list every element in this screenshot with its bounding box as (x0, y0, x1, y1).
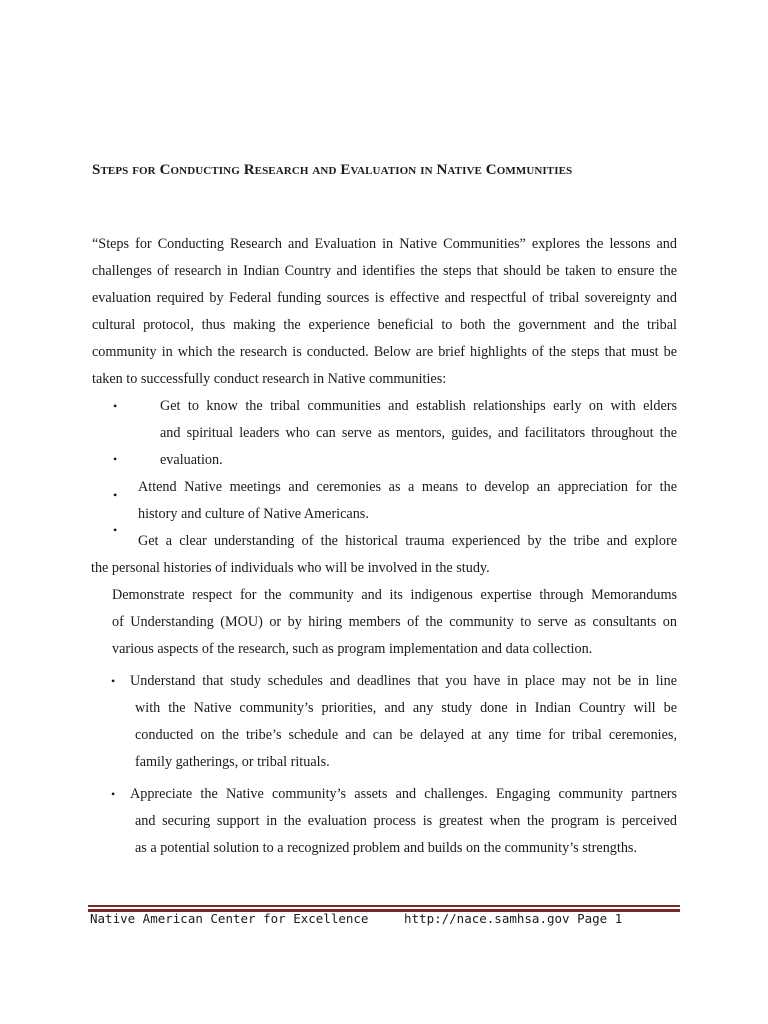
bullet-glyph: • (113, 488, 118, 502)
bullet-glyph: • (113, 523, 118, 537)
list-item (135, 695, 677, 776)
list-item (130, 668, 677, 695)
bullet-glyph: • (111, 787, 116, 801)
page-title: Steps for Conducting Research and Evaluation in Native Communities (92, 162, 573, 178)
list-item-line: evaluation. (160, 452, 223, 468)
list-item (160, 393, 677, 474)
list-item-line: Demonstrate respect for the community and its indigenous expertise through Memorandums (112, 587, 677, 603)
list-item-line: conducted on the tribe’s schedule and can be delayed at any time for tribal ceremonies, (135, 727, 677, 743)
intro-paragraph: “Steps for Conducting Research and Evaluation in Native Communities” explores the lessons and challenges of research in Indian Country and identifies the steps that should be taken to ensure the evaluation required by Federal funding sources is effective and respectful of tribal sovereignty and cultural protocol, thus making the experience beneficial to both the government and the tribal community in which the research is conducted. Below are brief highlights of the steps that must be taken to successfully conduct research in Native communities: (92, 236, 677, 387)
list-item-line: Get a clear understanding of the historical trauma experienced by the tribe and explore (138, 533, 677, 549)
list-item-line: family gatherings, or tribal rituals. (135, 754, 330, 770)
list-item-line: and securing support in the evaluation process is greatest when the program is perceived (135, 813, 677, 829)
list-item-line: history and culture of Native Americans. (138, 506, 369, 522)
footer-page: http://nace.samhsa.gov Page 1 (404, 911, 623, 926)
list-item-line: as a potential solution to a recognized problem and builds on the community’s strengths. (135, 840, 637, 856)
list-item-line: Get to know the tribal communities and establish relationships early on with elders (160, 398, 677, 414)
list-item-line: with the Native community’s priorities, and any study done in Indian Country will be (135, 700, 677, 716)
list-item-line: the personal histories of individuals who will be involved in the study. (91, 560, 490, 576)
list-item-line: and spiritual leaders who can serve as mentors, guides, and facilitators throughout the (160, 425, 677, 441)
bullet-glyph: • (113, 452, 118, 466)
footer-org: Native American Center for Excellence (90, 911, 369, 926)
list-item-line: various aspects of the research, such as program implementation and data collection. (112, 641, 593, 657)
footer-divider (88, 905, 680, 907)
list-item-line: Understand that study schedules and deadlines that you have in place may not be in line (130, 673, 677, 689)
list-item (112, 582, 677, 663)
list-item (135, 808, 677, 862)
list-item (130, 781, 677, 808)
list-item-line: Appreciate the Native community’s assets and challenges. Engaging community partners (130, 786, 677, 802)
list-item-line: Attend Native meetings and ceremonies as a means to develop an appreciation for the (138, 479, 677, 495)
list-item-line: of Understanding (MOU) or by hiring members of the community to serve as consultants on (112, 614, 677, 630)
list-item (138, 528, 677, 555)
bullet-glyph: • (111, 674, 116, 688)
list-item (138, 474, 677, 528)
bullet-glyph: • (113, 399, 118, 413)
